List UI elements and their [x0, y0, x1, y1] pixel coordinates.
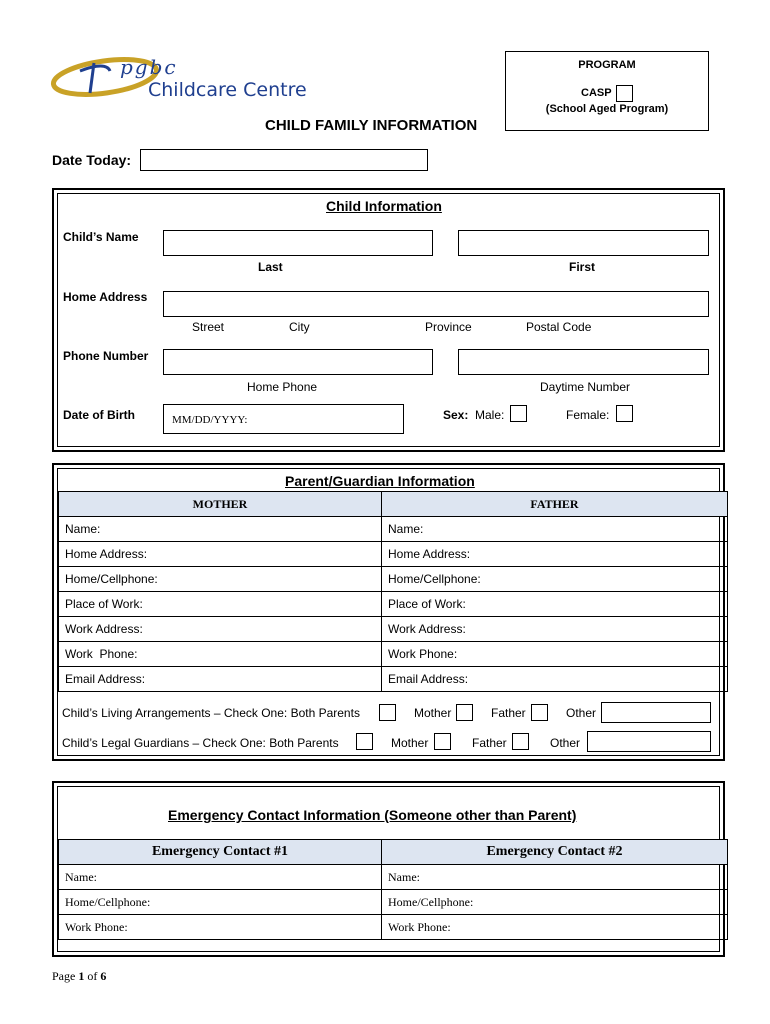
legal-mother-label: Mother [391, 736, 429, 750]
date-today-label: Date Today: [52, 152, 132, 168]
father-email-cell[interactable]: Email Address: [382, 667, 728, 692]
page-title: CHILD FAMILY INFORMATION [265, 117, 478, 134]
daytime-number-field[interactable] [458, 349, 709, 375]
page-number: 1 [78, 969, 85, 983]
contact-2-name-cell[interactable]: Name: [382, 865, 728, 890]
province-label: Province [425, 320, 472, 334]
home-address-field[interactable] [163, 291, 709, 317]
emergency-heading: Emergency Contact Information (Someone other than Parent) [168, 807, 577, 823]
daytime-number-label: Daytime Number [540, 380, 631, 394]
phone-number-label: Phone Number [63, 349, 149, 363]
female-checkbox[interactable] [616, 405, 633, 422]
legal-other-field[interactable] [587, 731, 711, 752]
mother-home-address-cell[interactable]: Home Address: [59, 542, 382, 567]
child-name-label: Child’s Name [63, 230, 139, 244]
contact-2-cellphone-cell[interactable]: Home/Cellphone: [382, 890, 728, 915]
street-label: Street [192, 320, 225, 334]
mother-cellphone-cell[interactable]: Home/Cellphone: [59, 567, 382, 592]
contact-1-work-phone-cell[interactable]: Work Phone: [59, 915, 382, 940]
living-arrangements-label: Child’s Living Arrangements – Check One: Both Parents [62, 706, 360, 720]
of-word: of [87, 969, 98, 983]
contact-2-work-phone-cell[interactable]: Work Phone: [382, 915, 728, 940]
home-address-label: Home Address [63, 290, 148, 304]
program-heading: PROGRAM [578, 59, 636, 71]
legal-father-checkbox[interactable] [512, 733, 529, 750]
living-mother-checkbox[interactable] [456, 704, 473, 721]
female-label: Female: [566, 408, 610, 422]
program-box [505, 51, 709, 131]
legal-guardians-label: Child’s Legal Guardians – Check One: Both Parents [62, 736, 339, 750]
father-work-address-cell[interactable]: Work Address: [382, 617, 728, 642]
logo-name: Childcare Centre [148, 79, 307, 101]
living-mother-label: Mother [414, 706, 452, 720]
father-work-phone-cell[interactable]: Work Phone: [382, 642, 728, 667]
date-today-field[interactable] [140, 149, 428, 171]
logo [50, 55, 310, 105]
living-other-field[interactable] [601, 702, 711, 723]
mother-email-cell[interactable]: Email Address: [59, 667, 382, 692]
logo-brand-text: pgbc [120, 55, 178, 79]
emergency-table [58, 839, 728, 940]
contact-1-header: Emergency Contact #1 [59, 840, 382, 865]
date-of-birth-label: Date of Birth [63, 408, 135, 422]
mother-work-phone-cell[interactable]: Work Phone: [59, 642, 382, 667]
last-label: Last [258, 260, 283, 274]
living-father-label: Father [491, 706, 526, 720]
father-cellphone-cell[interactable]: Home/Cellphone: [382, 567, 728, 592]
mother-work-address-cell[interactable]: Work Address: [59, 617, 382, 642]
page-total: 6 [100, 969, 107, 983]
parent-info-heading: Parent/Guardian Information [285, 473, 475, 489]
father-name-cell[interactable]: Name: [382, 517, 728, 542]
child-info-heading: Child Information [326, 198, 442, 214]
legal-mother-checkbox[interactable] [434, 733, 451, 750]
casp-label: CASP [581, 87, 612, 99]
living-both-parents-checkbox[interactable] [379, 704, 396, 721]
mother-place-of-work-cell[interactable]: Place of Work: [59, 592, 382, 617]
male-checkbox[interactable] [510, 405, 527, 422]
postal-code-label: Postal Code [526, 320, 592, 334]
child-first-name-field[interactable] [458, 230, 709, 256]
sex-label: Sex: [443, 408, 469, 422]
home-phone-field[interactable] [163, 349, 433, 375]
contact-1-cellphone-cell[interactable]: Home/Cellphone: [59, 890, 382, 915]
legal-both-parents-checkbox[interactable] [356, 733, 373, 750]
page-word: Page [52, 969, 76, 983]
first-label: First [569, 260, 596, 274]
dob-placeholder: MM/DD/YYYY: [172, 414, 248, 426]
casp-description: (School Aged Program) [545, 103, 669, 115]
living-other-label: Other [566, 706, 597, 720]
contact-1-name-cell[interactable]: Name: [59, 865, 382, 890]
page-footer [52, 969, 106, 984]
mother-name-cell[interactable]: Name: [59, 517, 382, 542]
contact-2-header: Emergency Contact #2 [382, 840, 728, 865]
male-label: Male: [475, 408, 505, 422]
father-place-of-work-cell[interactable]: Place of Work: [382, 592, 728, 617]
casp-checkbox[interactable] [616, 85, 633, 102]
living-father-checkbox[interactable] [531, 704, 548, 721]
date-of-birth-field[interactable] [163, 404, 404, 434]
city-label: City [289, 320, 310, 334]
legal-other-label: Other [550, 736, 581, 750]
parent-table [58, 491, 728, 692]
home-phone-label: Home Phone [247, 380, 318, 394]
father-header: FATHER [382, 492, 728, 517]
child-last-name-field[interactable] [163, 230, 433, 256]
father-home-address-cell[interactable]: Home Address: [382, 542, 728, 567]
mother-header: MOTHER [59, 492, 382, 517]
legal-father-label: Father [472, 736, 507, 750]
